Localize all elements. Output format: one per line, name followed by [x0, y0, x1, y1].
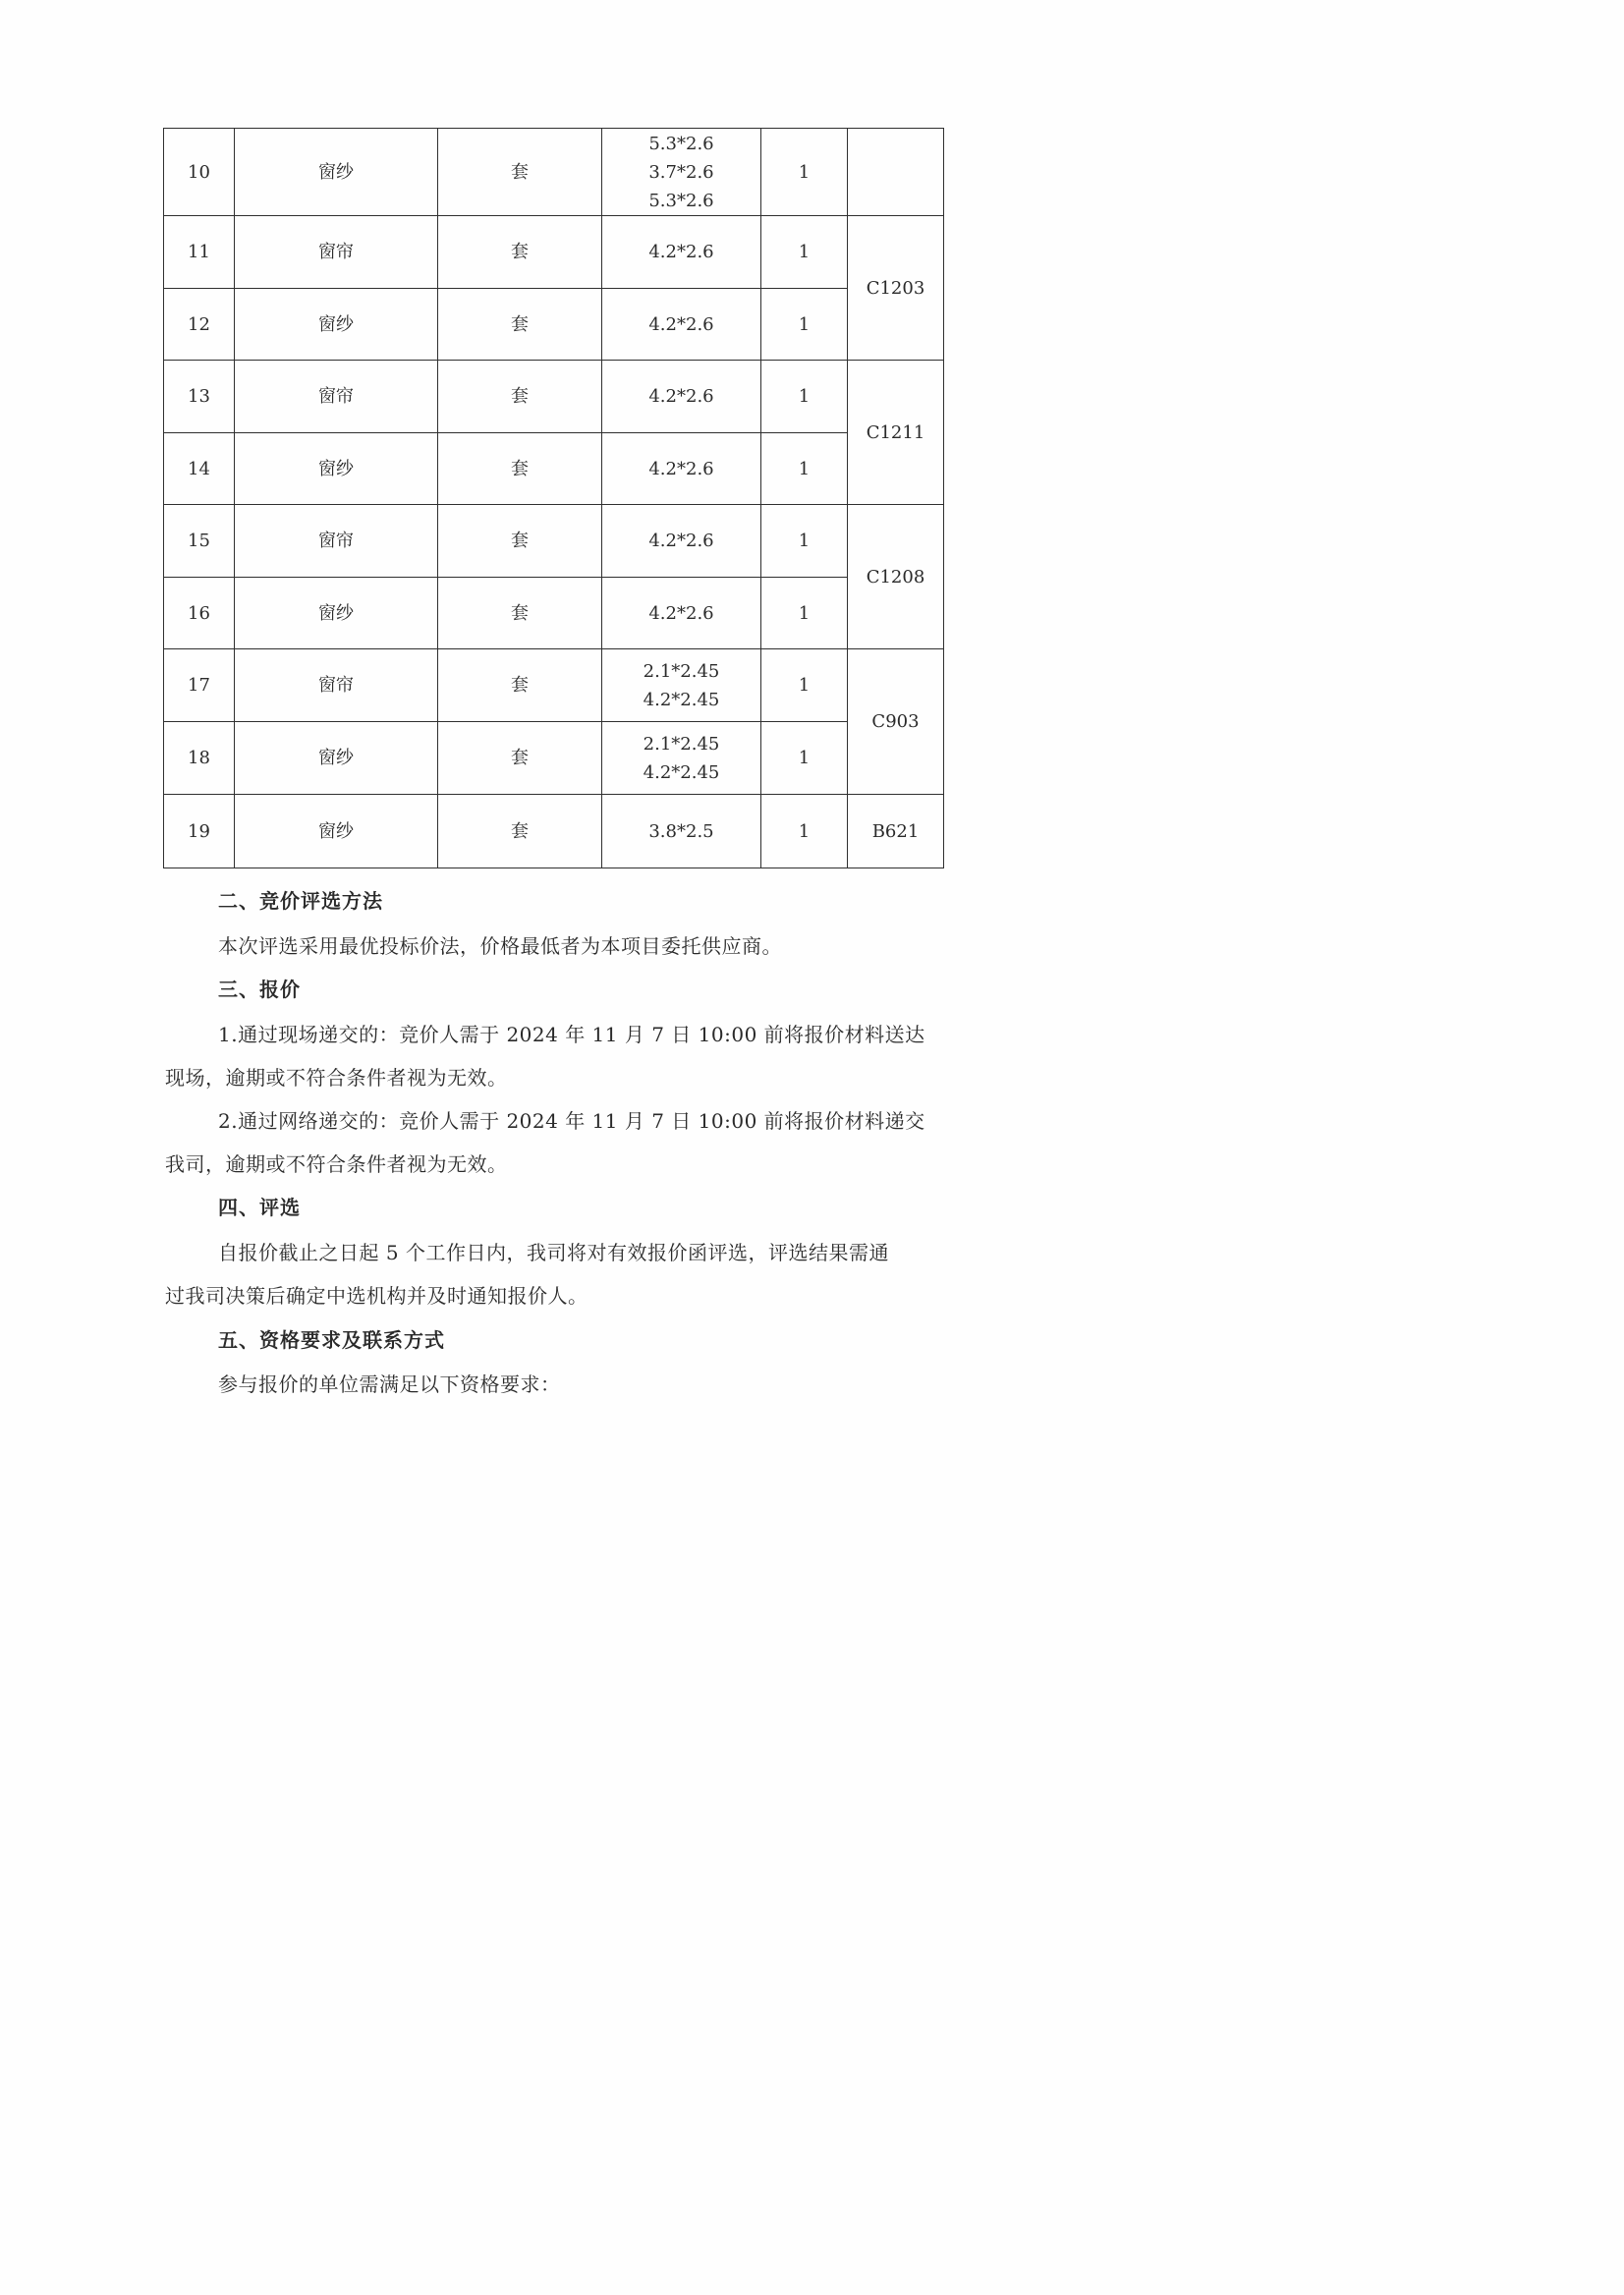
row-number: 18	[164, 722, 235, 795]
item-unit: 套	[438, 289, 602, 361]
item-name: 窗纱	[235, 289, 438, 361]
table-row	[164, 289, 944, 361]
item-quantity: 1	[761, 129, 848, 216]
row-number: 11	[164, 216, 235, 289]
table-row	[164, 578, 944, 649]
dimension-line: 4.2*2.6	[648, 531, 714, 551]
room-code: B621	[848, 795, 944, 868]
row-number: 14	[164, 433, 235, 505]
item-unit: 套	[438, 433, 602, 505]
item-unit: 套	[438, 216, 602, 289]
table-row	[164, 795, 944, 868]
room-code	[848, 129, 944, 216]
row-number: 17	[164, 649, 235, 722]
room-code: C903	[848, 649, 944, 795]
item-dimensions	[602, 129, 761, 216]
row-number: 10	[164, 129, 235, 216]
dimension-line: 5.3*2.6	[648, 190, 714, 211]
section-heading: 三、报价	[218, 978, 301, 1001]
item-dimensions	[602, 505, 761, 578]
paragraph: 参与报价的单位需满足以下资格要求：	[218, 1372, 561, 1396]
paragraph: 1.通过现场递交的：竞价人需于 2024 年 11 月 7 日 10:00 前将报价材料送达	[218, 1023, 925, 1046]
table-row	[164, 216, 944, 289]
item-dimensions	[602, 795, 761, 868]
item-unit: 套	[438, 722, 602, 795]
paragraph: 我司，逾期或不符合条件者视为无效。	[165, 1152, 508, 1176]
items-table	[163, 128, 944, 868]
item-name: 窗帘	[235, 649, 438, 722]
room-code: C1203	[848, 216, 944, 361]
item-unit: 套	[438, 505, 602, 578]
item-name: 窗纱	[235, 578, 438, 649]
dimension-line: 4.2*2.6	[648, 313, 714, 335]
item-unit: 套	[438, 649, 602, 722]
section-heading: 二、竞价评选方法	[218, 889, 383, 913]
item-quantity: 1	[761, 289, 848, 361]
item-name: 窗纱	[235, 129, 438, 216]
item-name: 窗纱	[235, 795, 438, 868]
item-quantity: 1	[761, 649, 848, 722]
item-dimensions	[602, 433, 761, 505]
item-quantity: 1	[761, 795, 848, 868]
paragraph: 过我司决策后确定中选机构并及时通知报价人。	[165, 1284, 588, 1308]
dimension-line: 4.2*2.6	[648, 458, 714, 479]
row-number: 12	[164, 289, 235, 361]
item-dimensions	[602, 361, 761, 433]
dimension-line: 5.3*2.6	[648, 133, 714, 154]
dimension-line: 4.2*2.6	[648, 602, 714, 624]
item-unit: 套	[438, 795, 602, 868]
items-table-body	[164, 129, 944, 868]
paragraph: 本次评选采用最优投标价法，价格最低者为本项目委托供应商。	[218, 934, 782, 958]
paragraph: 2.通过网络递交的：竞价人需于 2024 年 11 月 7 日 10:00 前将报价材料递交	[218, 1109, 925, 1133]
item-unit: 套	[438, 129, 602, 216]
item-dimensions	[602, 649, 761, 722]
row-number: 15	[164, 505, 235, 578]
row-number: 13	[164, 361, 235, 433]
item-dimensions	[602, 722, 761, 795]
row-number: 16	[164, 578, 235, 649]
paragraph: 现场，逾期或不符合条件者视为无效。	[165, 1066, 508, 1090]
item-name: 窗纱	[235, 433, 438, 505]
table-row	[164, 433, 944, 505]
item-quantity: 1	[761, 361, 848, 433]
item-quantity: 1	[761, 505, 848, 578]
item-dimensions	[602, 578, 761, 649]
item-name: 窗帘	[235, 216, 438, 289]
table-row	[164, 722, 944, 795]
room-code: C1208	[848, 505, 944, 649]
item-name: 窗帘	[235, 361, 438, 433]
paragraph: 自报价截止之日起 5 个工作日内，我司将对有效报价函评选，评选结果需通	[218, 1241, 889, 1264]
item-quantity: 1	[761, 578, 848, 649]
item-name: 窗帘	[235, 505, 438, 578]
table-row	[164, 129, 944, 216]
item-quantity: 1	[761, 216, 848, 289]
dimension-line: 3.7*2.6	[648, 161, 714, 183]
dimension-line: 2.1*2.45	[643, 660, 720, 682]
section-heading: 五、资格要求及联系方式	[218, 1328, 445, 1352]
room-code: C1211	[848, 361, 944, 505]
item-quantity: 1	[761, 433, 848, 505]
dimension-line: 4.2*2.6	[648, 242, 714, 262]
item-name: 窗纱	[235, 722, 438, 795]
table-row	[164, 361, 944, 433]
table-row	[164, 505, 944, 578]
item-dimensions	[602, 216, 761, 289]
table-row	[164, 649, 944, 722]
dimension-line: 4.2*2.45	[643, 689, 720, 710]
dimension-line: 4.2*2.6	[648, 386, 714, 407]
item-quantity: 1	[761, 722, 848, 795]
dimension-line: 2.1*2.45	[643, 733, 720, 755]
dimension-line: 4.2*2.45	[643, 761, 720, 783]
row-number: 19	[164, 795, 235, 868]
dimension-line: 3.8*2.5	[648, 820, 714, 842]
section-heading: 四、评选	[218, 1196, 301, 1219]
item-unit: 套	[438, 578, 602, 649]
item-dimensions	[602, 289, 761, 361]
item-unit: 套	[438, 361, 602, 433]
